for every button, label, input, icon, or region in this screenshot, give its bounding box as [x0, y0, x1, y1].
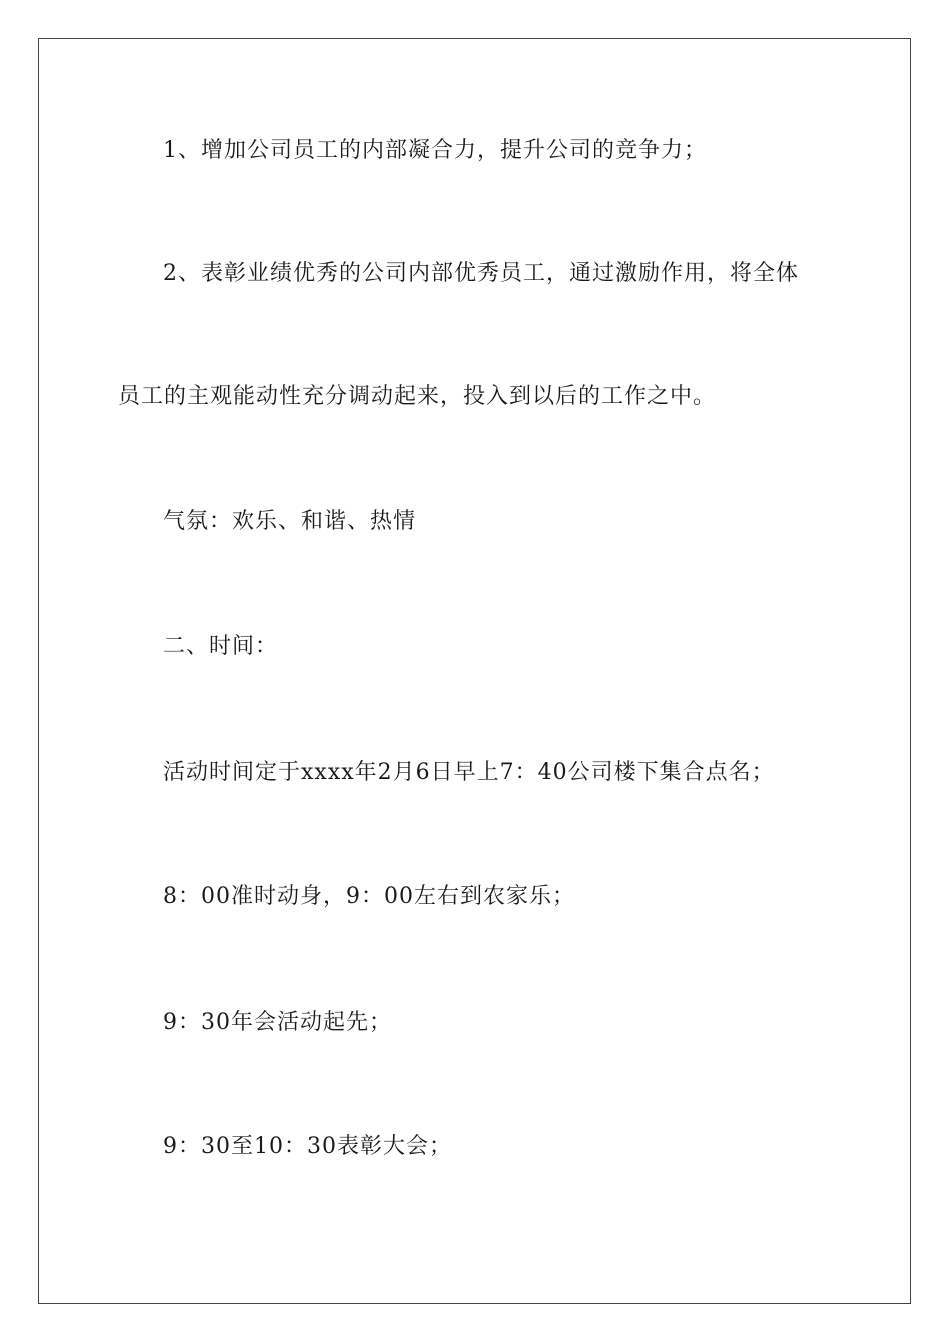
paragraph-atmosphere: 气氛：欢乐、和谐、热情 [163, 509, 417, 534]
paragraph-goal-2: 2、表彰业绩优秀的公司内部优秀员工，通过激励作用，将全体 [163, 261, 799, 286]
section-heading-time: 二、时间： [163, 634, 279, 659]
paragraph-activity-time: 活动时间定于xxxx年2月6日早上7：40公司楼下集合点名； [163, 760, 775, 785]
paragraph-goal-1: 1、增加公司员工的内部凝合力，提升公司的竞争力； [163, 138, 707, 163]
page-frame [38, 38, 911, 1304]
paragraph-awards: 9：30至10：30表彰大会； [163, 1134, 452, 1159]
paragraph-start: 9：30年会活动起先； [163, 1010, 392, 1035]
paragraph-departure: 8：00准时动身，9：00左右到农家乐； [163, 884, 575, 909]
paragraph-goal-2-continued: 员工的主观能动性充分调动起来，投入到以后的工作之中。 [118, 384, 717, 409]
